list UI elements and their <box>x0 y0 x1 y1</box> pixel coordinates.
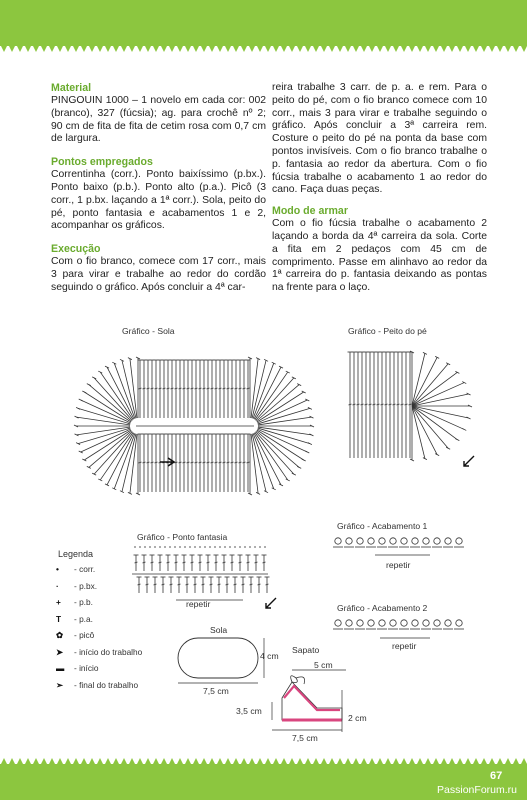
legend-item <box>56 597 93 607</box>
page-number: 67 <box>490 770 503 782</box>
legend-item <box>56 581 97 591</box>
bottom-zigzag-edge <box>0 758 527 766</box>
sola-height-dimension: 4 cm <box>260 651 279 661</box>
legend-label: - picô <box>74 630 95 640</box>
legend-label: - p.bx. <box>74 580 98 591</box>
fantasia-finish-arrow-icon <box>264 598 278 610</box>
legend-label: - início <box>74 663 99 673</box>
sapato-side-dimension: 2 cm <box>348 713 367 723</box>
peito-chart <box>340 338 480 468</box>
legend-symbol-icon: ➢ <box>56 679 63 690</box>
fantasia-repeat-label: repetir <box>186 599 211 609</box>
legend-symbol-icon: • <box>56 564 59 574</box>
sola-chart <box>70 338 330 518</box>
legend-symbol-icon: ✿ <box>56 630 63 640</box>
right-text-column <box>272 82 487 305</box>
legend-item <box>56 647 142 657</box>
acabamento2-chart <box>330 614 470 640</box>
execucao-heading: Execução <box>51 243 101 256</box>
modo-armar-heading: Modo de armar <box>272 205 348 218</box>
pontos-heading: Pontos empregados <box>51 156 153 169</box>
legend-item <box>56 614 93 624</box>
top-zigzag-edge <box>0 44 527 52</box>
sola-schematic-label: Sola <box>210 625 228 635</box>
material-heading: Material <box>51 82 92 94</box>
legend-item <box>56 663 98 673</box>
legend-label: - final do trabalho <box>74 679 139 690</box>
legend-symbol-icon: + <box>56 597 61 607</box>
modo-armar-body: Com o fio fúcsia trabalhe o acabamento 2 laçando a borda da 4ª carreira da sola. Corte a fita em 2 pedaços com 45 cm de comprimento. Passe em alinhavo ao redor da 1ª carreira do p. fantasia deixando as pontas na frente para o laço. <box>272 218 487 294</box>
sapato-schematic-label: Sapato <box>292 645 320 655</box>
acabamento1-chart <box>330 533 470 557</box>
sola-length-dimension: 7,5 cm <box>203 686 229 696</box>
legend-label: - p.b. <box>74 597 93 607</box>
legend-symbol-icon: T <box>56 613 62 624</box>
sapato-length-dimension: 7,5 cm <box>292 733 318 743</box>
sola-chart-title: Gráfico - Sola <box>122 326 175 336</box>
execucao-body-part2: reira trabalhe 3 carr. de p. a. e rem. Para o peito do pé, com o fio branco comece com 10 corr., mais 3 para virar e trabalhe seguindo o gráfico. Após concluir a 3ª carreira rem. Costure o peito do pé na ponta da base com pontos invisíveis. Com o fio branco trabalhe o p. fantasia ao redor da abertura. Com o fio fúcsia trabalhe o acabamento 1 ao redor do cano. Faça duas peças. <box>272 82 487 196</box>
legend-symbol-icon: · <box>56 580 59 591</box>
legend-title: Legenda <box>58 549 94 559</box>
legend-item <box>56 680 138 690</box>
acabamento1-repeat-label: repetir <box>386 560 411 570</box>
sapato-schematic <box>262 668 362 738</box>
pontos-body: Correntinha (corr.). Ponto baixíssimo (p.bx.). Ponto baixo (p.b.). Ponto alto (p.a.). Picô (3 corr., 1 p.bx. laçando a 1ª corr.). Sola, peito do pé, ponto fantasia e acabamentos 1 e 2, acompanhar os gráficos. <box>51 169 266 232</box>
top-green-band <box>0 0 527 46</box>
sola-schematic <box>172 636 267 684</box>
finish-arrow-icon <box>462 456 476 468</box>
execucao-body-part1: Com o fio branco, comece com 17 corr., mais 3 para virar e trabalhe ao redor do cordão seguindo o gráfico. Após concluir a 4ª car- <box>51 256 266 293</box>
legend-label: - início do trabalho <box>74 646 143 657</box>
site-watermark: PassionForum.ru <box>437 784 517 796</box>
legend-symbol-icon: ➤ <box>56 646 63 657</box>
sapato-height-dimension: 3,5 cm <box>236 706 262 716</box>
sapato-top-dimension: 5 cm <box>314 660 333 670</box>
start-arrow-icon <box>160 456 178 468</box>
fantasia-chart-title: Gráfico - Ponto fantasia <box>137 532 228 542</box>
material-body: PINGOUIN 1000 – 1 novelo em cada cor: 002 (branco), 327 (fúcsia); ag. para crochê nº 2; 90 cm de fita de fita de cetim rosa com 0,7 cm de largura. <box>51 95 266 145</box>
acabamento2-repeat-label: repetir <box>392 641 417 651</box>
legend-symbol-icon: ▬ <box>56 663 65 673</box>
left-text-column <box>51 82 266 305</box>
fantasia-chart <box>128 543 273 603</box>
legend-label: - corr. <box>74 564 96 574</box>
legend-label: - p.a. <box>74 613 93 624</box>
acabamento1-chart-title: Gráfico - Acabamento 1 <box>337 521 428 531</box>
acabamento2-chart-title: Gráfico - Acabamento 2 <box>337 603 428 613</box>
peito-chart-title: Gráfico - Peito do pé <box>348 326 427 336</box>
legend-item <box>56 630 94 640</box>
legend-item <box>56 564 95 574</box>
